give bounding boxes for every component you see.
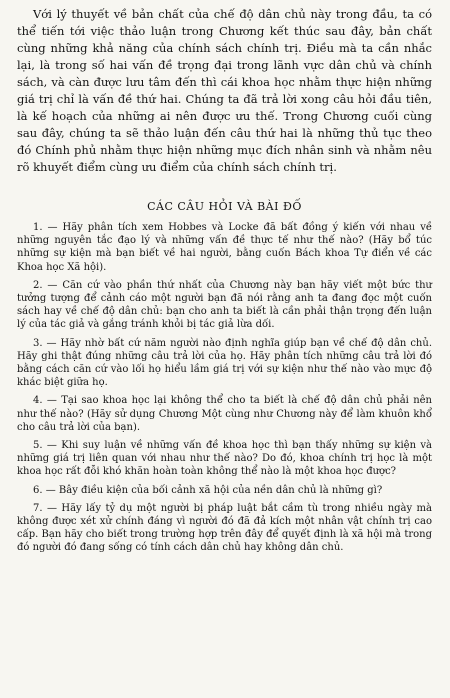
question-5: 5. — Khi suy luận về những vấn đề khoa học thì bạn thấy những sự kiện và những giá trị liên quan với nhau như thế nào? Do đó, khoa chính trị học là một khoa học rất đỗi khó khăn hoàn toàn không thể nào là một khoa học được?: [17, 440, 432, 478]
question-6: 6. — Bây điều kiện của bối cảnh xã hội của nền dân chủ là những gì?: [33, 484, 383, 496]
question-4: 4. — Tại sao khoa học lại không thể cho ta biết là chế độ dân chủ phải nên như thế nào? (Hãy sử dụng Chương Một cùng như Chương này để làm khuôn khổ cho câu trả lời của bạn).: [17, 395, 432, 433]
question-1: 1. — Hãy phân tích xem Hobbes và Locke đã bất đồng ý kiến với nhau về những nguyên tắc đạo lý và những vấn đề thực tế như thế nào? (Hãy bổ túc những sự kiện mà bạn biết về hai người, bằng cuốn Bách khoa Tự điển về các Khoa học Xã hội).: [17, 222, 432, 273]
question-7: 7. — Hãy lấy tỷ dụ một người bị pháp luật bắt cầm tù trong nhiều ngày mà không được xét xử chính đáng vì người đó đã đả kích một nhân vật chính trị cao cấp. Bạn hãy cho biết trong trường hợp trên đây để quyết định là xã hội mà trong đó người đó đang sống có tính cách dân chủ hay không dân chủ.: [17, 502, 432, 554]
question-2: 2. — Căn cứ vào phần thứ nhất của Chương này bạn hãy viết một bức thư tưởng tượng để cảnh cáo một người bạn đã nói rằng anh ta đang đọc một cuốn sách hay về chế độ dân chủ: bạn cho anh ta biết là cần phải thận trọng đến luận lý của tác giả và gắng tránh khỏi bị tác giả lừa dối.: [17, 279, 432, 331]
section-title: CÁC CÂU HỎI VÀ BÀI ĐỐ: [147, 200, 302, 213]
question-3: 3. — Hãy nhờ bất cứ năm người nào định nghĩa giúp bạn về chế độ dân chủ. Hãy ghi thật đúng những câu trả lời của họ. Hãy phân tích những câu trả lời đó bằng cách căn cứ vào lối họ hiểu lầm giá trị với sự kiện như thế nào vào mực độ khác biệt giữa họ.: [17, 337, 432, 389]
question-list: [17, 221, 432, 555]
intro-paragraph: Với lý thuyết về bản chất của chế độ dân chủ này trong đầu, ta có thể tiến tới việc thảo luận trong Chương kết thúc sau đây, bản chất cùng những khả năng của chính sách chính trị. Điều mà ta cần nhắc lại, là trong số hai vấn đề trọng đại trong lãnh vực dân chủ và chính sách, và càn được lưu tâm đến thì cái khoa học nhằm thực hiện những giá trị chỉ là vấn đề thứ hai. Chúng ta đã trả lời xong câu hỏi đầu tiên, là kế hoạch của những ai nên được ưu thế. Trong Chương cuối cùng sau đây, chúng ta sẽ thảo luận đến câu thứ hai là những thủ tục theo đó Chính phủ nhằm thực hiện những mục đích nhân sinh và nhằm nêu rõ khuyết điểm cùng ưu điểm của chính sách chính trị.: [17, 7, 432, 174]
